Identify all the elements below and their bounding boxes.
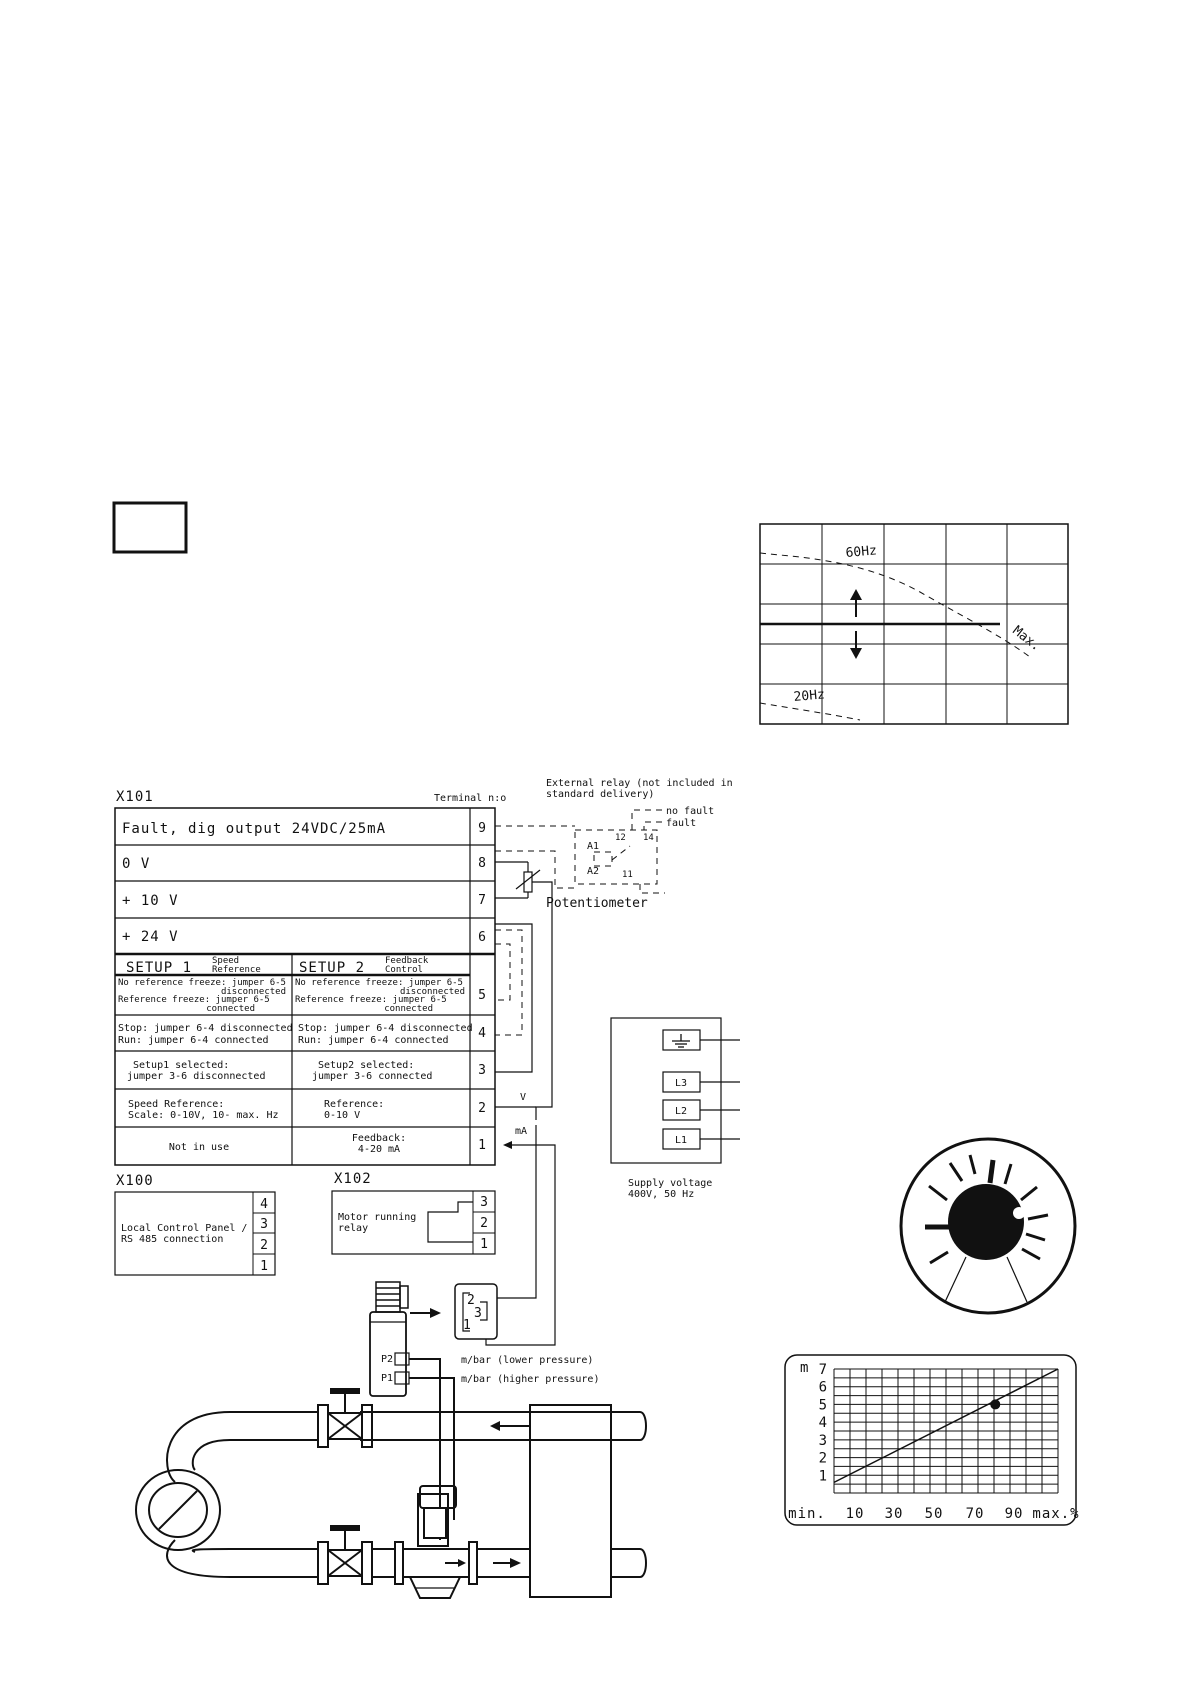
x102-text-1: Motor running: [338, 1212, 417, 1223]
t1-s2-line2: 4-20 mA: [357, 1144, 401, 1155]
terminal-1: 1: [478, 1138, 486, 1153]
terminal-4: 4: [478, 1026, 486, 1041]
arrow-right-icon: [410, 1308, 441, 1318]
relay-contact-symbol: [428, 1202, 473, 1242]
setpoint-chart-xticks: [788, 1506, 1079, 1522]
signal-ma-label: mA: [515, 1126, 528, 1137]
curve-20hz: [760, 703, 860, 720]
t1-s1-line1: Not in use: [168, 1142, 230, 1153]
setpoint-knob: [901, 1139, 1075, 1313]
heat-exchanger: [530, 1405, 611, 1597]
knob-body: [948, 1184, 1024, 1260]
t4-s2-line2: Run: jumper 6-4 connected: [298, 1035, 449, 1046]
setup2-sub2: Control: [385, 965, 423, 975]
t5-s1-line1: No reference freeze: jumper 6-5: [118, 978, 286, 988]
x100-terminal-2: 2: [260, 1238, 268, 1253]
terminal-9: 9: [478, 821, 486, 836]
t4-s1-line1: Stop: jumper 6-4 disconnected: [118, 1023, 293, 1034]
pump-curve-chart: [760, 524, 1068, 724]
relay-12: 12: [615, 833, 626, 843]
curve-60hz: [760, 553, 1030, 657]
x100-title: X100: [116, 1173, 154, 1189]
x101-terminal-block: [115, 789, 506, 1165]
port-p2: P2: [380, 1354, 393, 1365]
x100-terminal-1: 1: [260, 1259, 268, 1274]
terminal-6: 6: [478, 930, 486, 945]
hydraulic-system: [136, 1388, 646, 1598]
t5-s2-line2: disconnected: [399, 987, 465, 997]
y-tick-label: 6: [818, 1379, 828, 1396]
label-l2: L2: [674, 1106, 688, 1117]
relay-11: 11: [622, 870, 633, 880]
terminal-7: 7: [478, 893, 486, 908]
t5-s2-line4: connected: [384, 1004, 433, 1014]
x102-text-2: relay: [338, 1223, 369, 1234]
y-tick-label: 3: [818, 1432, 828, 1449]
t5-s1-line3: Reference freeze: jumper 6-5: [118, 995, 270, 1005]
p1-label: m/bar (higher pressure): [461, 1374, 600, 1385]
t1-s2-line1: Feedback:: [351, 1133, 407, 1144]
relay-no-fault: no fault: [666, 806, 715, 817]
label-l3: L3: [674, 1078, 688, 1089]
setpoint-highlight-point: [990, 1399, 1000, 1409]
section-number-box: [114, 503, 186, 552]
relay-fault: fault: [666, 818, 697, 829]
t2-s2-line1: Reference:: [324, 1099, 385, 1110]
x-tick-label: 30: [884, 1506, 904, 1522]
bottom-valve-handle: [330, 1525, 360, 1531]
terminal-3: 3: [478, 1063, 486, 1078]
setpoint-chart-grid: [834, 1369, 1058, 1493]
supply-caption-1: Supply voltage: [628, 1178, 713, 1189]
t3-s1-line2: jumper 3-6 disconnected: [127, 1071, 266, 1082]
y-tick-label: 7: [818, 1362, 828, 1378]
x100-text-1: Local Control Panel /: [121, 1223, 248, 1234]
x102-terminal-1: 1: [480, 1237, 488, 1252]
setup1-sub2: Reference: [212, 965, 261, 975]
circulation-pump: [403, 1486, 469, 1598]
t2-s2-line2: 0-10 V: [324, 1110, 361, 1121]
x100-terminal-4: 4: [260, 1197, 268, 1212]
supply-block: [611, 1018, 740, 1200]
row-9-text: Fault, dig output 24VDC/25mA: [122, 821, 387, 837]
x102-title: X102: [334, 1171, 372, 1187]
label-l1: L1: [674, 1135, 688, 1146]
t5-s1-line2: disconnected: [220, 987, 286, 997]
x-tick-label: min.: [788, 1506, 826, 1522]
signal-v-label: V: [520, 1092, 527, 1103]
t5-s2-line3: Reference freeze: jumper 6-5: [295, 995, 447, 1005]
t4-s2-line1: Stop: jumper 6-4 disconnected: [298, 1023, 473, 1034]
setpoint-chart: [785, 1355, 1080, 1525]
relay-14: 14: [643, 833, 654, 843]
t5-s1-line4: connected: [206, 1004, 255, 1014]
x102-terminal-3: 3: [480, 1195, 488, 1210]
t2-s1-line2: Scale: 0-10V, 10- max. Hz: [128, 1110, 279, 1121]
label-60hz: 60Hz: [845, 543, 878, 561]
setpoint-chart-ylabel: m: [800, 1360, 810, 1376]
plug-pin-2: 2: [467, 1293, 475, 1308]
arrow-up-icon: [850, 589, 862, 617]
relay-caption-1: External relay (not included in: [546, 778, 733, 789]
row-8-text: 0 V: [122, 856, 151, 872]
port-p1: P1: [380, 1373, 393, 1384]
supply-caption-2: 400V, 50 Hz: [628, 1189, 695, 1200]
t2-s1-line1: Speed Reference:: [128, 1099, 225, 1110]
top-valve-handle: [330, 1388, 360, 1394]
plug-pin-3: 3: [474, 1306, 482, 1321]
setup1-title: SETUP 1: [126, 960, 193, 976]
label-max: Max.: [1009, 623, 1044, 655]
y-tick-label: 1: [818, 1468, 828, 1485]
terminal-5: 5: [478, 988, 486, 1003]
y-tick-label: 5: [818, 1397, 828, 1414]
row-6-text: + 24 V: [122, 929, 179, 945]
x100-text-2: RS 485 connection: [121, 1234, 224, 1245]
x-tick-label: 10: [845, 1506, 865, 1522]
setpoint-chart-yticks: [819, 1362, 828, 1484]
x102-terminal-2: 2: [480, 1216, 488, 1231]
relay-a2: A2: [587, 866, 600, 877]
x-tick-label: 70: [965, 1506, 985, 1522]
p2-label: m/bar (lower pressure): [461, 1355, 594, 1366]
x100-terminal-3: 3: [260, 1217, 268, 1232]
label-20hz: 20Hz: [793, 687, 826, 705]
x-tick-label: 50: [924, 1506, 944, 1522]
t4-s1-line2: Run: jumper 6-4 connected: [118, 1035, 269, 1046]
t3-s2-line1: Setup2 selected:: [318, 1060, 415, 1071]
x101-wiring: [495, 826, 648, 1281]
relay-a1: A1: [587, 841, 600, 852]
setup2-title: SETUP 2: [299, 960, 366, 976]
y-tick-label: 4: [818, 1415, 828, 1432]
pressure-transmitter: [370, 1125, 599, 1540]
t3-s2-line2: jumper 3-6 connected: [312, 1071, 433, 1082]
row-7-text: + 10 V: [122, 893, 179, 909]
x102-block: [332, 1171, 495, 1254]
t3-s1-line1: Setup1 selected:: [133, 1060, 230, 1071]
relay-caption-2: standard delivery): [546, 789, 655, 800]
external-relay: [546, 778, 733, 893]
knob-indicator: [1013, 1207, 1025, 1219]
terminal-8: 8: [478, 856, 486, 871]
t5-s2-line1: No reference freeze: jumper 6-5: [295, 978, 463, 988]
x-tick-label: 90: [1004, 1506, 1024, 1522]
x-tick-label: max.%: [1032, 1506, 1080, 1522]
x100-block: [115, 1173, 275, 1275]
terminal-2: 2: [478, 1101, 486, 1116]
y-tick-label: 2: [818, 1450, 828, 1467]
potentiometer-label: Potentiometer: [546, 896, 648, 911]
arrow-down-icon: [850, 631, 862, 659]
terminal-caption: Terminal n:o: [434, 793, 507, 804]
x101-title: X101: [116, 789, 154, 805]
plug-pin-1: 1: [463, 1318, 471, 1333]
setup2-sub1: Feedback: [385, 956, 429, 966]
earth-icon: [672, 1034, 690, 1047]
setup1-sub1: Speed: [212, 956, 240, 966]
